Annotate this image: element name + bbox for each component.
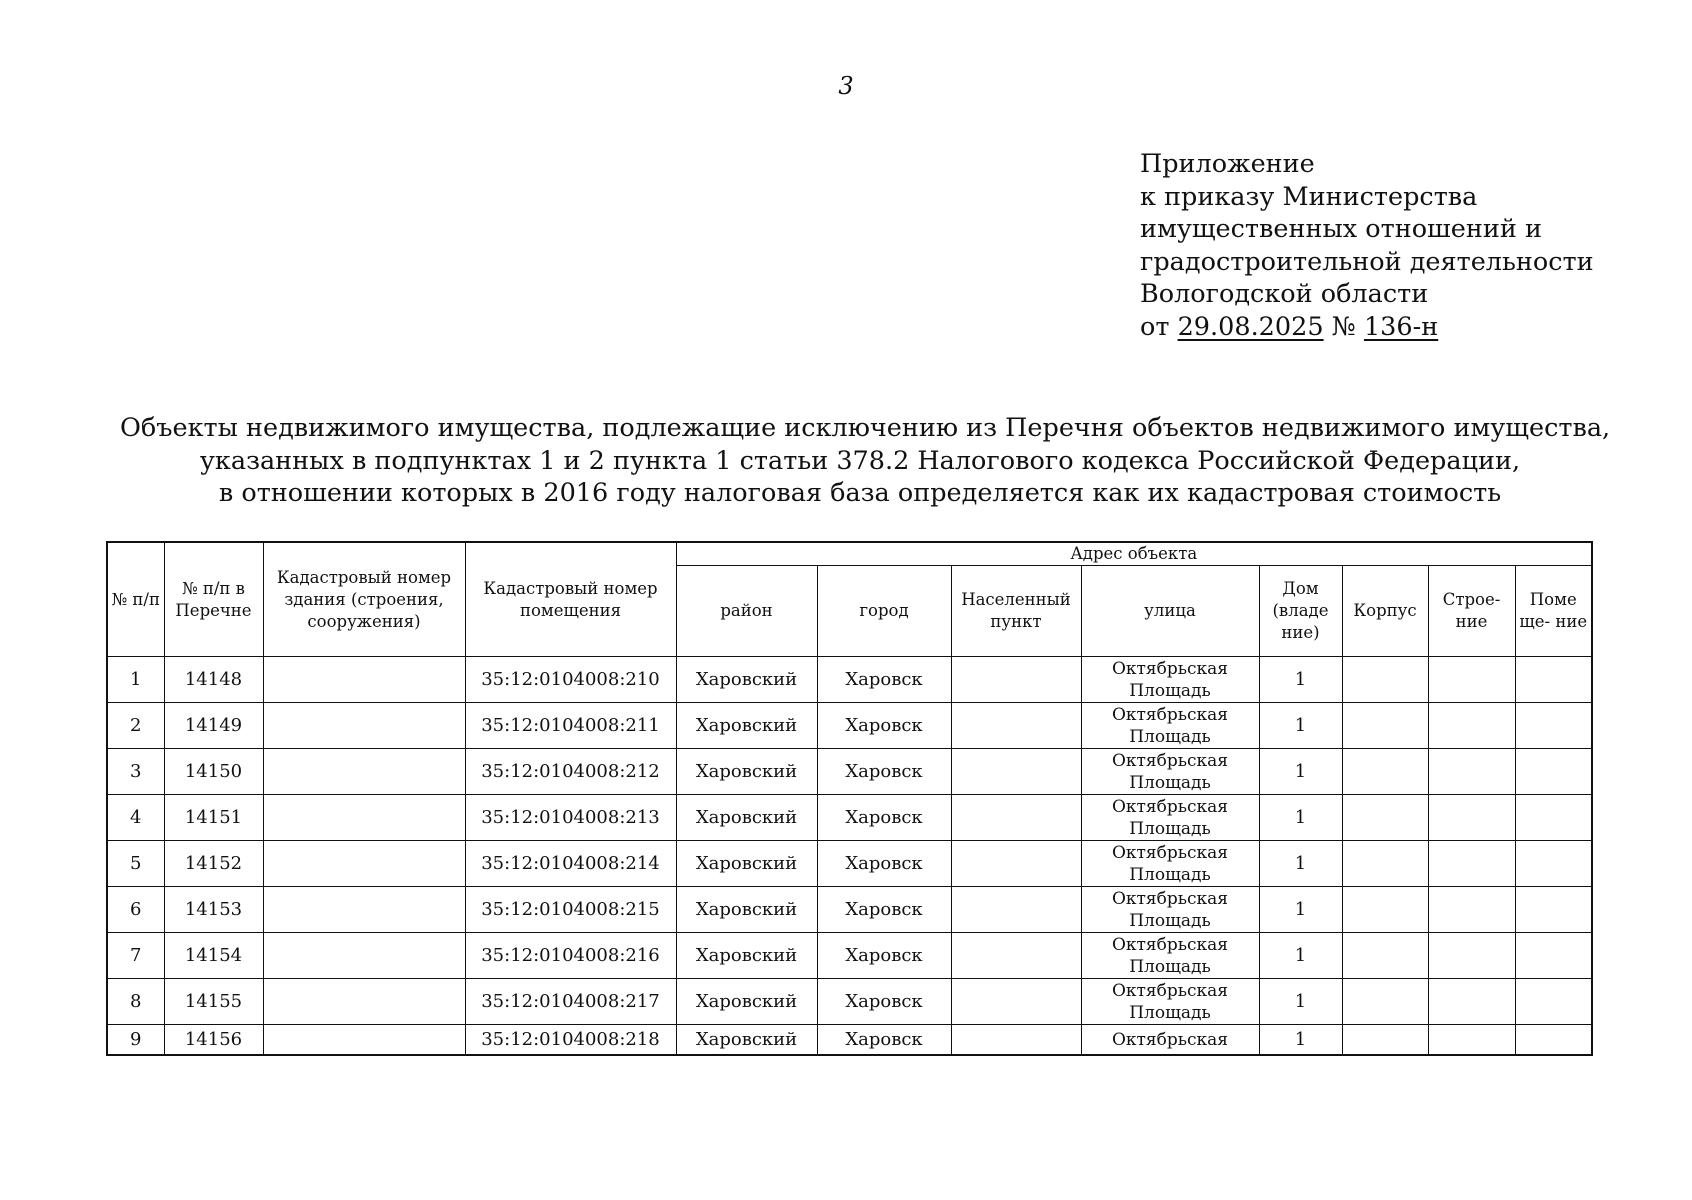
cell-city: Харовск <box>817 1025 951 1056</box>
header-settlement: Населенный пункт <box>951 566 1081 657</box>
cell-settlement <box>951 841 1081 887</box>
cell-settlement <box>951 703 1081 749</box>
cell-room-cadastral: 35:12:0104008:217 <box>465 979 676 1025</box>
cell-num: 3 <box>107 749 164 795</box>
order-date: 29.08.2025 <box>1177 311 1324 342</box>
appendix-line: имущественных отношений и <box>1140 214 1542 244</box>
table-row <box>107 703 1592 749</box>
cell-building <box>1428 933 1515 979</box>
cell-list-num: 14150 <box>164 749 263 795</box>
cell-building <box>1428 841 1515 887</box>
cell-city: Харовск <box>817 749 951 795</box>
cell-building-cadastral <box>263 979 465 1025</box>
cell-building-cadastral <box>263 749 465 795</box>
cell-list-num: 14149 <box>164 703 263 749</box>
cell-building-cadastral <box>263 841 465 887</box>
cell-city: Харовск <box>817 979 951 1025</box>
cell-room <box>1515 795 1592 841</box>
cell-city: Харовск <box>817 933 951 979</box>
cell-house: 1 <box>1259 657 1342 703</box>
table-row <box>107 795 1592 841</box>
cell-city: Харовск <box>817 703 951 749</box>
cell-district: Харовский <box>676 749 817 795</box>
cell-num: 1 <box>107 657 164 703</box>
table-row <box>107 1025 1592 1056</box>
cell-building <box>1428 1025 1515 1056</box>
cell-room-cadastral: 35:12:0104008:212 <box>465 749 676 795</box>
cell-street: Октябрьская Площадь <box>1081 979 1259 1025</box>
date-prefix: от <box>1140 311 1178 342</box>
appendix-line: Вологодской области <box>1140 279 1429 309</box>
cell-list-num: 14148 <box>164 657 263 703</box>
cell-settlement <box>951 887 1081 933</box>
cell-room-cadastral: 35:12:0104008:211 <box>465 703 676 749</box>
cell-street: Октябрьская Площадь <box>1081 703 1259 749</box>
cell-house: 1 <box>1259 795 1342 841</box>
header-num: № п/п <box>107 542 164 657</box>
cell-settlement <box>951 933 1081 979</box>
header-building-cadastral: Кадастровый номер здания (строения, сооружения) <box>263 542 465 657</box>
cell-street: Октябрьская Площадь <box>1081 657 1259 703</box>
cell-num: 6 <box>107 887 164 933</box>
cell-district: Харовский <box>676 979 817 1025</box>
cell-building-cadastral <box>263 887 465 933</box>
cell-building <box>1428 749 1515 795</box>
appendix-line: к приказу Министерства <box>1140 181 1478 212</box>
cell-building <box>1428 795 1515 841</box>
cell-room-cadastral: 35:12:0104008:210 <box>465 657 676 703</box>
header-korpus: Корпус <box>1342 566 1428 657</box>
cell-district: Харовский <box>676 887 817 933</box>
cell-house: 1 <box>1259 979 1342 1025</box>
cell-settlement <box>951 1025 1081 1056</box>
cell-building-cadastral <box>263 933 465 979</box>
cell-district: Харовский <box>676 933 817 979</box>
table-row <box>107 749 1592 795</box>
cell-korpus <box>1342 979 1428 1025</box>
cell-list-num: 14154 <box>164 933 263 979</box>
cell-room <box>1515 979 1592 1025</box>
cell-street: Октябрьская Площадь <box>1081 841 1259 887</box>
cell-room-cadastral: 35:12:0104008:218 <box>465 1025 676 1056</box>
order-number: 136-н <box>1363 311 1439 342</box>
cell-list-num: 14151 <box>164 795 263 841</box>
header-house: Дом (владе ние) <box>1259 566 1342 657</box>
cell-room-cadastral: 35:12:0104008:214 <box>465 841 676 887</box>
appendix-line: градостроительной деятельности <box>1140 246 1594 277</box>
cell-list-num: 14153 <box>164 887 263 933</box>
cell-building <box>1428 703 1515 749</box>
cell-num: 7 <box>107 933 164 979</box>
cell-room-cadastral: 35:12:0104008:215 <box>465 887 676 933</box>
document-title <box>120 412 1611 510</box>
cell-city: Харовск <box>817 887 951 933</box>
title-line: Объекты недвижимого имущества, подлежащие исключению из Перечня объектов недвижимого имущества, <box>120 413 1611 443</box>
cell-korpus <box>1342 749 1428 795</box>
cell-num: 4 <box>107 795 164 841</box>
header-building: Строе- ние <box>1428 566 1515 657</box>
page-number: 3 <box>838 72 854 100</box>
table-row <box>107 933 1592 979</box>
title-line: указанных в подпунктах 1 и 2 пункта 1 статьи 378.2 Налогового кодекса Российской Федерации, <box>199 445 1521 476</box>
cell-street: Октябрьская Площадь <box>1081 887 1259 933</box>
cell-house: 1 <box>1259 887 1342 933</box>
cell-street: Октябрьская Площадь <box>1081 749 1259 795</box>
cell-room <box>1515 703 1592 749</box>
cell-settlement <box>951 749 1081 795</box>
cell-street: Октябрьская Площадь <box>1081 795 1259 841</box>
cell-korpus <box>1342 1025 1428 1056</box>
cell-house: 1 <box>1259 703 1342 749</box>
cell-num: 5 <box>107 841 164 887</box>
appendix-block <box>1140 148 1594 343</box>
cell-settlement <box>951 795 1081 841</box>
cell-room-cadastral: 35:12:0104008:216 <box>465 933 676 979</box>
table-body <box>107 657 1592 1056</box>
cell-num: 8 <box>107 979 164 1025</box>
cell-korpus <box>1342 933 1428 979</box>
cell-korpus <box>1342 657 1428 703</box>
cell-list-num: 14156 <box>164 1025 263 1056</box>
cell-korpus <box>1342 887 1428 933</box>
cell-num: 2 <box>107 703 164 749</box>
cell-city: Харовск <box>817 795 951 841</box>
cell-street: Октябрьская <box>1081 1025 1259 1056</box>
cell-settlement <box>951 657 1081 703</box>
cell-district: Харовский <box>676 657 817 703</box>
cell-room-cadastral: 35:12:0104008:213 <box>465 795 676 841</box>
cell-building <box>1428 979 1515 1025</box>
title-line: в отношении которых в 2016 году налоговая база определяется как их кадастровая стоимость <box>218 478 1502 508</box>
cell-room <box>1515 657 1592 703</box>
cell-district: Харовский <box>676 841 817 887</box>
cell-district: Харовский <box>676 703 817 749</box>
cell-house: 1 <box>1259 933 1342 979</box>
number-prefix: № <box>1323 311 1364 342</box>
objects-table <box>106 541 1593 1056</box>
cell-district: Харовский <box>676 795 817 841</box>
table-row <box>107 841 1592 887</box>
header-list-num: № п/п в Перечне <box>164 542 263 657</box>
table-row <box>107 657 1592 703</box>
cell-building <box>1428 657 1515 703</box>
cell-room <box>1515 887 1592 933</box>
header-room-cadastral: Кадастровый номер помещения <box>465 542 676 657</box>
cell-building-cadastral <box>263 795 465 841</box>
appendix-date-line <box>1140 311 1594 344</box>
cell-room <box>1515 749 1592 795</box>
cell-building-cadastral <box>263 703 465 749</box>
cell-building <box>1428 887 1515 933</box>
table-row <box>107 979 1592 1025</box>
cell-korpus <box>1342 841 1428 887</box>
cell-street: Октябрьская Площадь <box>1081 933 1259 979</box>
cell-room <box>1515 933 1592 979</box>
cell-city: Харовск <box>817 657 951 703</box>
cell-room <box>1515 1025 1592 1056</box>
cell-list-num: 14155 <box>164 979 263 1025</box>
cell-building-cadastral <box>263 1025 465 1056</box>
header-district: район <box>676 566 817 657</box>
cell-settlement <box>951 979 1081 1025</box>
cell-building-cadastral <box>263 657 465 703</box>
header-address: Адрес объекта <box>676 542 1592 566</box>
appendix-line: Приложение <box>1140 149 1315 179</box>
cell-house: 1 <box>1259 749 1342 795</box>
cell-list-num: 14152 <box>164 841 263 887</box>
header-room: Поме ще- ние <box>1515 566 1592 657</box>
cell-house: 1 <box>1259 841 1342 887</box>
header-city: город <box>817 566 951 657</box>
cell-num: 9 <box>107 1025 164 1056</box>
cell-house: 1 <box>1259 1025 1342 1056</box>
cell-district: Харовский <box>676 1025 817 1056</box>
cell-room <box>1515 841 1592 887</box>
cell-city: Харовск <box>817 841 951 887</box>
objects-table-wrapper <box>106 541 1591 1056</box>
header-street: улица <box>1081 566 1259 657</box>
table-row <box>107 887 1592 933</box>
cell-korpus <box>1342 795 1428 841</box>
cell-korpus <box>1342 703 1428 749</box>
